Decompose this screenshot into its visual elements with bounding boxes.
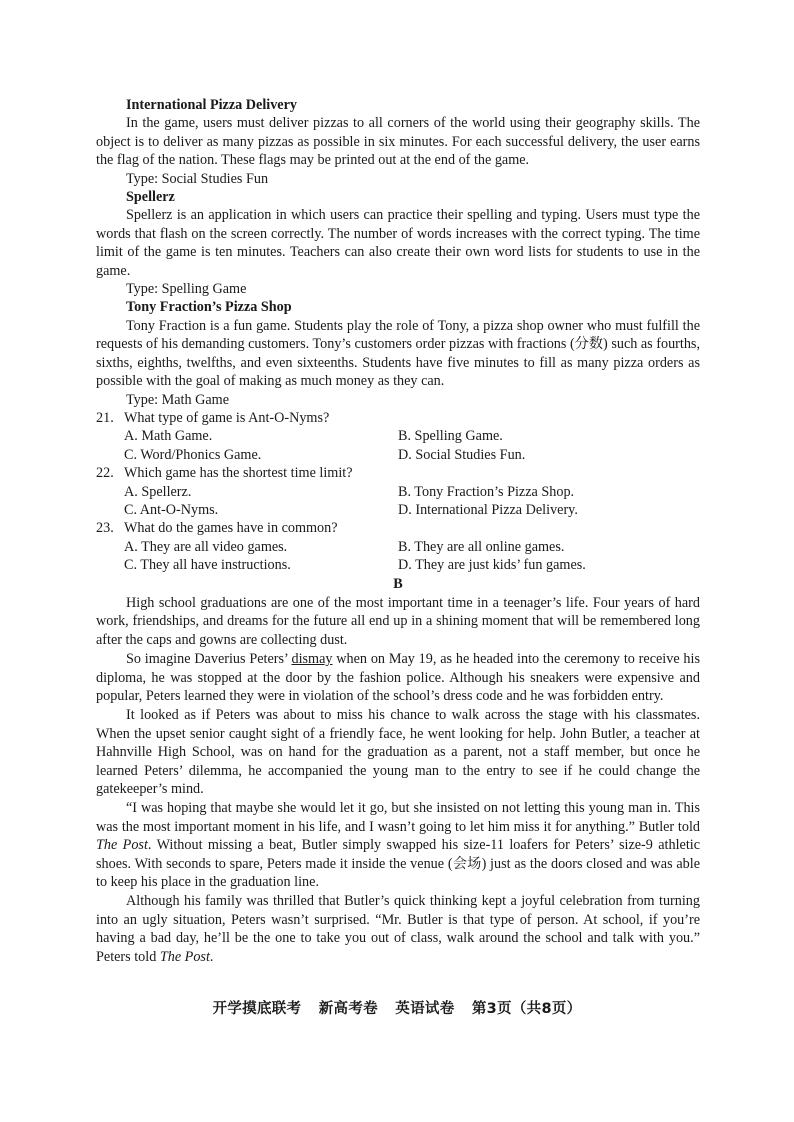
- game-type: Type: Math Game: [126, 391, 230, 408]
- question-stem: What do the games have in common?: [124, 520, 338, 537]
- option-b: B. Tony Fraction’s Pizza Shop.: [398, 483, 575, 500]
- game-spellerz: [96, 188, 700, 298]
- game-description: In the game, users must deliver pizzas to all corners of the world using their geography skills. The object is to deliver as many pizzas as possible in six minutes. For each successful delivery, the user earns the flag of the nation. These flags may be printed out at the end of the game.: [96, 115, 700, 169]
- question-23: [96, 519, 700, 574]
- game-title: Tony Fraction’s Pizza Shop: [126, 299, 292, 316]
- section-heading: B: [393, 575, 403, 592]
- footer-paper: 新高考卷: [318, 1001, 378, 1017]
- question-number: 23.: [96, 520, 114, 537]
- option-b: B. They are all online games.: [398, 538, 565, 555]
- game-title: Spellerz: [126, 189, 175, 206]
- option-a: A. Math Game.: [124, 428, 213, 445]
- question-21: [96, 409, 700, 464]
- text-run: “I was hoping that maybe she would let it go, but she insisted on not letting this young man in. This was the most important moment in his life, and I wasn’t going to let him miss it for anything.” Butler told: [96, 800, 700, 835]
- game-type: Type: Spelling Game: [126, 281, 247, 298]
- text-run: Although his family was thrilled that Butler’s quick thinking kept a joyful celebration from turning into an ugly situation, Peters wasn’t surprised. “Mr. Butler is that type of person. At school, if you’re having a bad day, he’ll be the one to take you out of class, walk around the school and talk with you.” Peters told: [96, 893, 700, 965]
- option-d: D. International Pizza Delivery.: [398, 501, 578, 518]
- footer-page: 第3页（共8页）: [471, 1001, 582, 1017]
- question-22: [96, 464, 700, 519]
- option-c: C. They all have instructions.: [124, 557, 291, 574]
- game-description: Spellerz is an application in which users can practice their spelling and typing. Users must type the words that flash on the screen correctly. The number of words increases with the correct typing. The time limit of the game is ten minutes. Teachers can also create their own word lists for students to use in the game.: [96, 207, 700, 279]
- passage-paragraph-1: High school graduations are one of the most important time in a teenager’s life. Four years of hard work, friendships, and dreams for the future all end up in a shining moment that will be remembered long after the caps and gowns are collecting dust.: [96, 594, 700, 648]
- footer-exam: 开学摸底联考: [212, 1001, 302, 1017]
- option-d: D. They are just kids’ fun games.: [398, 557, 586, 574]
- question-number: 22.: [96, 465, 114, 482]
- game-tony-fraction: [96, 298, 700, 408]
- game-description: Tony Fraction is a fun game. Students play the role of Tony, a pizza shop owner who must fulfill the requests of his demanding customers. Tony’s customers order pizzas with fractions (分数) such as fourths, sixths, eighths, twelfths, and even sixteenths. Students have five minutes to fill as many pizza orders as possible with the goal of making as much money as they can.: [96, 317, 700, 390]
- option-c: C. Ant-O-Nyms.: [124, 501, 219, 518]
- question-number: 21.: [96, 409, 114, 426]
- passage-paragraph-4: [96, 799, 700, 891]
- game-type: Type: Social Studies Fun: [126, 170, 269, 187]
- underlined-word: dismay: [291, 651, 333, 668]
- passage-paragraph-3: It looked as if Peters was about to miss his chance to walk across the stage with his classmates. When the upset senior caught sight of a friendly face, he went looking for help. John Butler, a teacher at Hahnville High School, was on hand for the graduation as a parent, not a staff member, but once he learned Peters’ dilemma, he accompanied the young man to the entry to see if he could change the gatekeeper’s mind.: [96, 707, 700, 798]
- page-content: [96, 96, 700, 966]
- question-stem: Which game has the shortest time limit?: [124, 465, 353, 482]
- option-b: B. Spelling Game.: [398, 428, 503, 445]
- text-run: . Without missing a beat, Butler simply swapped his size-11 loafers for Peters’ size-9 athletic shoes. With seconds to spare, Peters made it inside the venue (会场) just as the doors closed and was able to keep his place in the graduation line.: [96, 837, 701, 891]
- text-run: So imagine Daverius Peters’: [126, 651, 292, 668]
- option-c: C. Word/Phonics Game.: [124, 446, 262, 463]
- option-a: A. They are all video games.: [124, 538, 288, 555]
- passage-paragraph-5: [96, 892, 700, 966]
- option-a: A. Spellerz.: [124, 483, 192, 500]
- footer-subject: 英语试卷: [395, 1001, 455, 1017]
- question-stem: What type of game is Ant-O-Nyms?: [124, 409, 330, 426]
- passage-paragraph-2: [96, 650, 700, 705]
- game-title: International Pizza Delivery: [126, 97, 297, 113]
- text-run: when on May 19, as he headed into the ceremony to receive his diploma, he was stopped at the door by the fashion police. Although his sneakers were expensive and popular, Peters learned they were in violation of the school’s dress code and he was forbidden entry.: [96, 651, 700, 704]
- publication-name: The Post: [96, 837, 148, 854]
- publication-name: The Post: [159, 948, 210, 965]
- section-b: [96, 575, 700, 967]
- option-d: D. Social Studies Fun.: [398, 446, 526, 463]
- text-run: .: [209, 948, 214, 965]
- page-footer: [0, 1000, 794, 1018]
- game-international-pizza-delivery: [96, 96, 700, 188]
